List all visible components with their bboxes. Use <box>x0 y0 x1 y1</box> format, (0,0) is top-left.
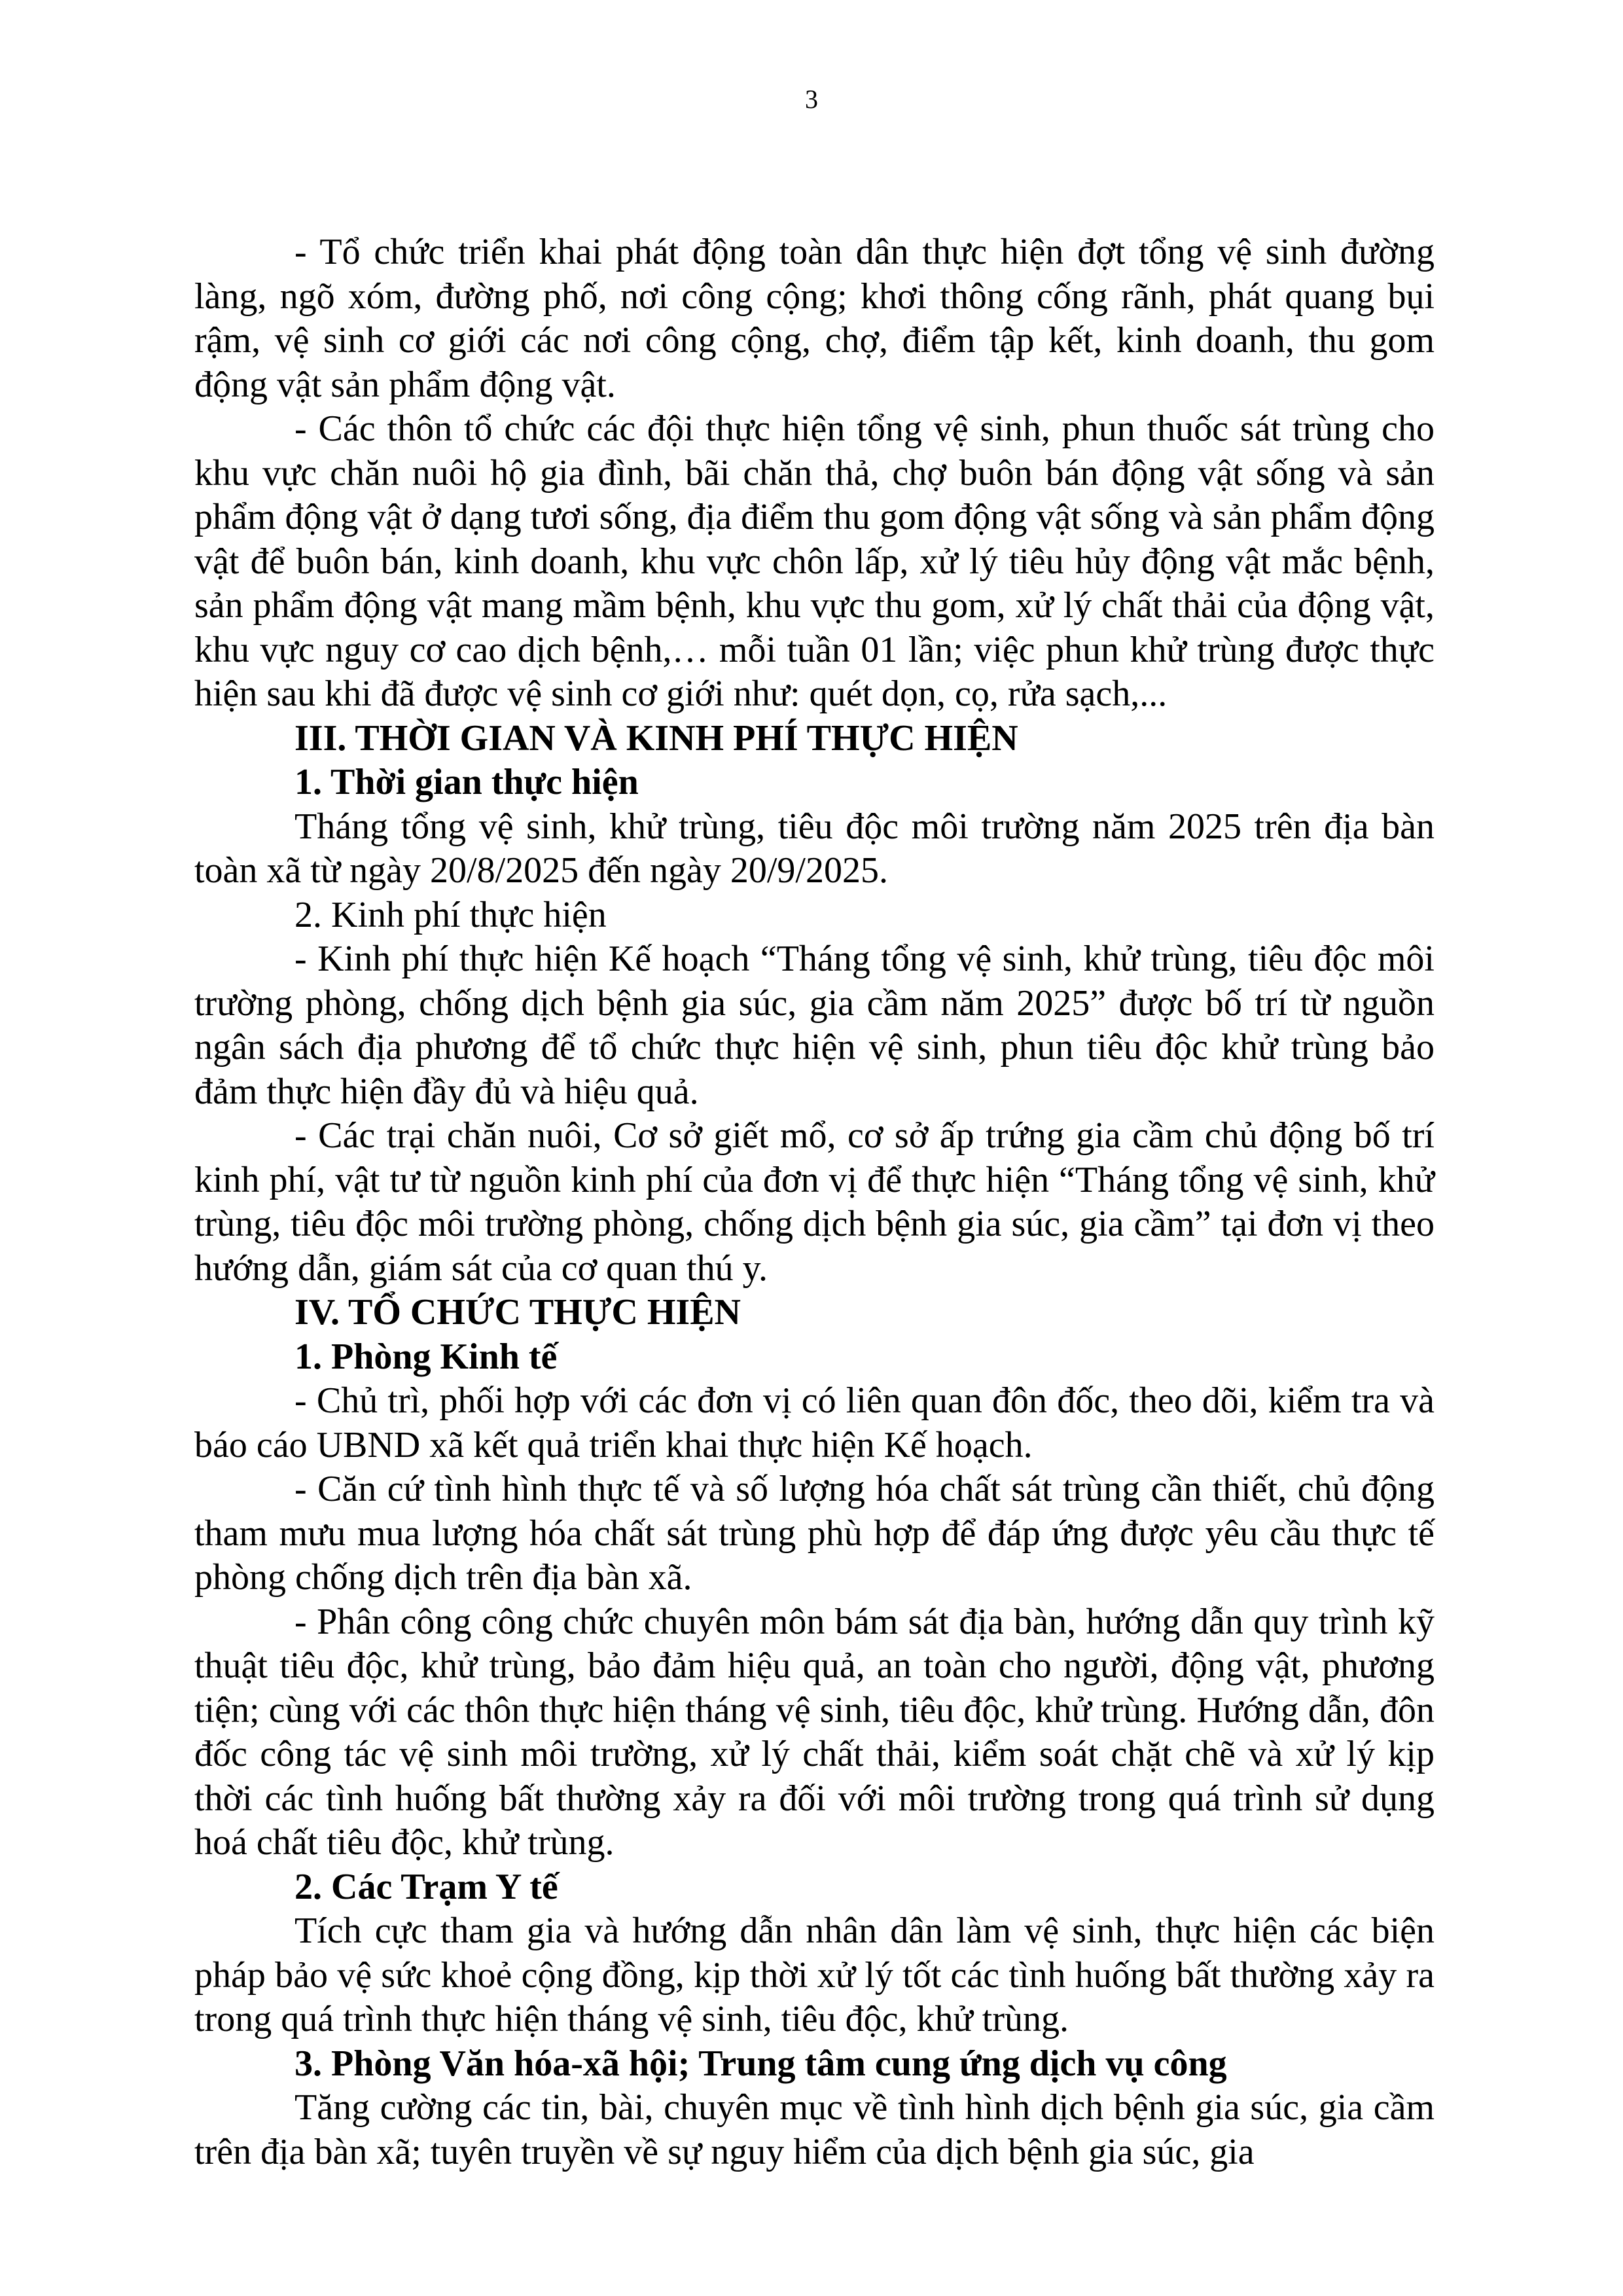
subheading-funding: 2. Kinh phí thực hiện <box>294 894 607 935</box>
paragraph-health-stations: Tích cực tham gia và hướng dẫn nhân dân làm vệ sinh, thực hiện các biện pháp bảo vệ sức khoẻ cộng đồng, kịp thời xử lý tốt các tình huống bất thường xảy ra trong quá trình thực hiện tháng vệ sinh, tiêu độc, khử trùng. <box>194 1910 1435 2039</box>
document-body <box>194 230 1435 2174</box>
paragraph-time: Tháng tổng vệ sinh, khử trùng, tiêu độc môi trường năm 2025 trên địa bàn toàn xã từ ngày 20/8/2025 đến ngày 20/9/2025. <box>194 806 1435 891</box>
subheading-time: 1. Thời gian thực hiện <box>294 762 639 802</box>
subheading-health-stations: 2. Các Trạm Y tế <box>294 1866 558 1907</box>
subheading-culture-dept: 3. Phòng Văn hóa-xã hội; Trung tâm cung ứng dịch vụ công <box>294 2043 1227 2084</box>
paragraph-village-teams: - Các thôn tổ chức các đội thực hiện tổng vệ sinh, phun thuốc sát trùng cho khu vực chăn nuôi hộ gia đình, bãi chăn thả, chợ buôn bán động vật sống và sản phẩm động vật ở dạng tươi sống, địa điểm thu gom động vật sống và sản phẩm động vật để buôn bán, kinh doanh, khu vực chôn lấp, xử lý tiêu hủy động vật mắc bệnh, sản phẩm động vật mang mầm bệnh, khu vực thu gom, xử lý chất thải của động vật, khu vực nguy cơ cao dịch bệnh,… mỗi tuần 01 lần; việc phun khử trùng được thực hiện sau khi đã được vệ sinh cơ giới như: quét dọn, cọ, rửa sạch,... <box>194 408 1435 714</box>
paragraph-economic-staff: - Phân công công chức chuyên môn bám sát địa bàn, hướng dẫn quy trình kỹ thuật tiêu độc, khử trùng, bảo đảm hiệu quả, an toàn cho người, động vật, phương tiện; cùng với các thôn thực hiện tháng vệ sinh, tiêu độc, khử trùng. Hướng dẫn, đôn đốc công tác vệ sinh môi trường, xử lý chất thải, kiểm soát chặt chẽ và xử lý kịp thời các tình huống bất thường xảy ra đối với môi trường trong quá trình sử dụng hoá chất tiêu độc, khử trùng. <box>194 1601 1435 1863</box>
paragraph-funding-farms: - Các trại chăn nuôi, Cơ sở giết mổ, cơ sở ấp trứng gia cầm chủ động bố trí kinh phí, vật tư từ nguồn kinh phí của đơn vị để thực hiện “Tháng tổng vệ sinh, khử trùng, tiêu độc môi trường phòng, chống dịch bệnh gia súc, gia cầm” tại đơn vị theo hướng dẫn, giám sát của cơ quan thú y. <box>194 1115 1435 1289</box>
paragraph-economic-chemicals: - Căn cứ tình hình thực tế và số lượng hóa chất sát trùng cần thiết, chủ động tham mưu mua lượng hóa chất sát trùng phù hợp để đáp ứng được yêu cầu thực tế phòng chống dịch trên địa bàn xã. <box>194 1469 1435 1598</box>
paragraph-culture-dept: Tăng cường các tin, bài, chuyên mục về tình hình dịch bệnh gia súc, gia cầm trên địa bàn xã; tuyên truyền về sự nguy hiểm của dịch bệnh gia súc, gia <box>194 2087 1435 2172</box>
paragraph-economic-coordinate: - Chủ trì, phối hợp với các đơn vị có liên quan đôn đốc, theo dõi, kiểm tra và báo cáo UBND xã kết quả triển khai thực hiện Kế hoạch. <box>194 1380 1435 1465</box>
subheading-economic-dept: 1. Phòng Kinh tế <box>294 1336 558 1377</box>
section-heading-iii: III. THỜI GIAN VÀ KINH PHÍ THỰC HIỆN <box>294 717 1018 759</box>
paragraph-funding-local: - Kinh phí thực hiện Kế hoạch “Tháng tổng vệ sinh, khử trùng, tiêu độc môi trường phòng, chống dịch bệnh gia súc, gia cầm năm 2025” được bố trí từ nguồn ngân sách địa phương để tổ chức thực hiện vệ sinh, phun tiêu độc khử trùng bảo đảm thực hiện đầy đủ và hiệu quả. <box>194 939 1435 1112</box>
section-heading-iv: IV. TỔ CHỨC THỰC HIỆN <box>294 1292 741 1333</box>
paragraph-sanitation-campaign: - Tổ chức triển khai phát động toàn dân thực hiện đợt tổng vệ sinh đường làng, ngõ xóm, đường phố, nơi công cộng; khơi thông cống rãnh, phát quang bụi rậm, vệ sinh cơ giới các nơi công cộng, chợ, điểm tập kết, kinh doanh, thu gom động vật sản phẩm động vật. <box>194 232 1435 405</box>
page-number: 3 <box>805 84 818 114</box>
